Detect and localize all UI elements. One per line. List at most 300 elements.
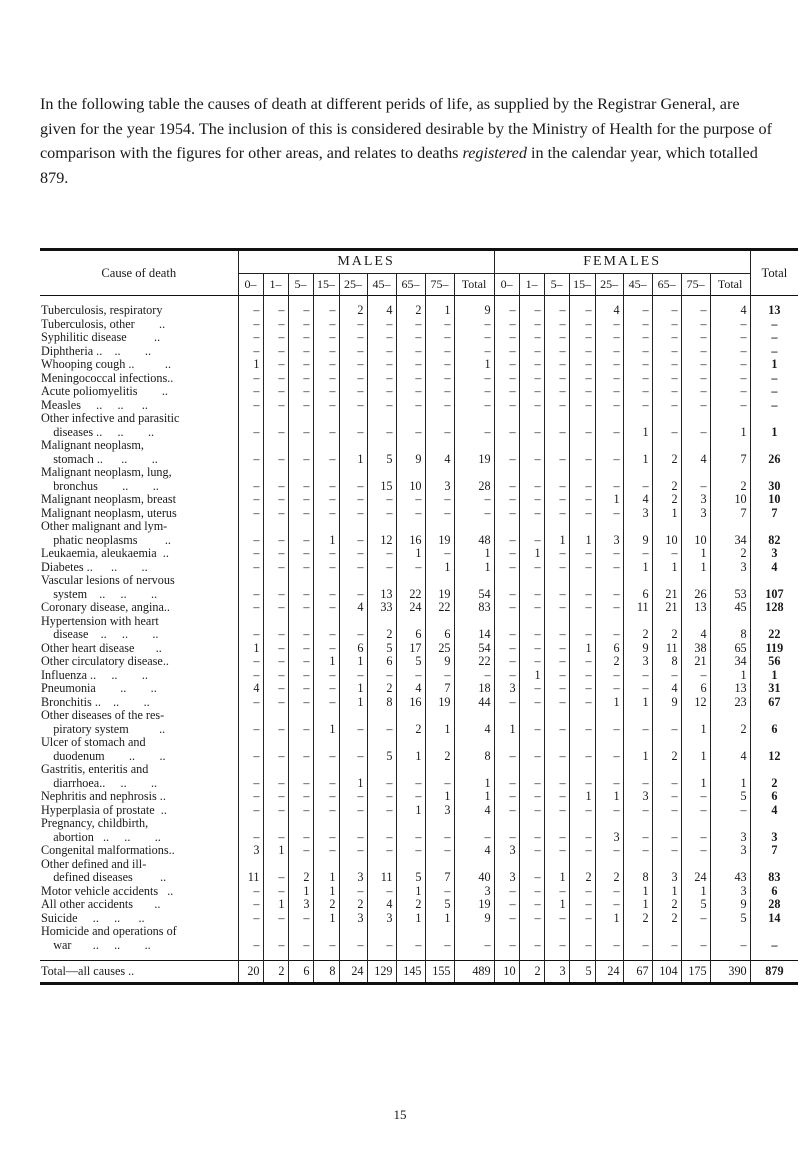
males-value: 28	[454, 480, 494, 494]
cause-label: system .. .. ..	[41, 587, 158, 601]
females-value: –	[595, 723, 623, 737]
females-value	[544, 520, 569, 534]
females-value: –	[681, 372, 710, 386]
males-value	[263, 925, 288, 939]
females-value	[681, 763, 710, 777]
males-total-value: 2	[263, 961, 288, 984]
males-value: –	[396, 831, 425, 845]
females-value: 4	[681, 453, 710, 467]
males-value: 1	[425, 561, 454, 575]
row-total	[750, 574, 798, 588]
males-value: –	[313, 561, 339, 575]
males-value: –	[313, 453, 339, 467]
females-value: –	[494, 453, 519, 467]
males-value	[339, 439, 367, 453]
females-value: 1	[569, 790, 595, 804]
row-total: –	[750, 385, 798, 399]
females-value: –	[494, 507, 519, 521]
males-value: 54	[454, 642, 494, 656]
males-value	[425, 709, 454, 723]
table-row	[40, 534, 798, 548]
females-value: –	[652, 426, 681, 440]
females-total-value: 3	[544, 961, 569, 984]
females-value	[494, 574, 519, 588]
females-value: –	[623, 547, 652, 561]
females-value: 2	[710, 480, 750, 494]
table-row	[40, 696, 798, 710]
males-value: 1	[313, 723, 339, 737]
males-value: –	[425, 399, 454, 413]
females-value: –	[710, 804, 750, 818]
row-total: 3	[750, 831, 798, 845]
females-value: 1	[595, 790, 623, 804]
males-value: 24	[396, 601, 425, 615]
females-value: –	[681, 790, 710, 804]
females-value	[681, 439, 710, 453]
cause-label: disease .. .. ..	[41, 628, 159, 641]
females-value: 23	[710, 696, 750, 710]
males-value: –	[367, 318, 396, 332]
males-value: –	[454, 831, 494, 845]
females-value	[623, 736, 652, 750]
table-row	[40, 520, 798, 534]
table-row	[40, 898, 798, 912]
table-row	[40, 345, 798, 359]
females-value: 1	[623, 453, 652, 467]
males-value: –	[396, 331, 425, 345]
row-total: 13	[750, 304, 798, 318]
males-value	[454, 763, 494, 777]
females-value	[519, 574, 544, 588]
cause-label: Bronchitis .. .. ..	[41, 695, 150, 709]
females-value	[652, 439, 681, 453]
females-value	[544, 763, 569, 777]
table-row	[40, 493, 798, 507]
females-value: –	[519, 655, 544, 669]
males-value: –	[263, 912, 288, 926]
row-total: 28	[750, 898, 798, 912]
males-value: –	[288, 777, 313, 791]
males-total-value: 489	[454, 961, 494, 984]
row-total: 82	[750, 534, 798, 548]
cause-label: Gastritis, enteritis and	[41, 763, 149, 776]
males-value: 11	[238, 871, 263, 885]
males-value: –	[454, 939, 494, 953]
row-total: 7	[750, 844, 798, 858]
cause-label: Pneumonia .. ..	[41, 682, 157, 695]
males-value: 6	[425, 628, 454, 642]
males-value: –	[339, 750, 367, 764]
males-value: –	[288, 493, 313, 507]
females-value: –	[569, 682, 595, 696]
females-value	[652, 574, 681, 588]
males-value: –	[238, 385, 263, 399]
cause-label: Other infective and parasitic	[41, 412, 180, 425]
males-value: 7	[425, 682, 454, 696]
males-value: –	[425, 345, 454, 359]
males-value	[313, 817, 339, 831]
males-value: –	[238, 939, 263, 953]
cause-label: Hyperplasia of prostate ..	[41, 803, 167, 817]
males-value: –	[313, 790, 339, 804]
females-value: –	[652, 804, 681, 818]
females-value: –	[494, 358, 519, 372]
females-value: –	[569, 561, 595, 575]
females-value: –	[569, 723, 595, 737]
females-value: –	[681, 844, 710, 858]
females-age-header: 45–	[623, 274, 652, 296]
females-value: –	[519, 561, 544, 575]
males-age-header: 1–	[263, 274, 288, 296]
females-value: 13	[681, 601, 710, 615]
females-value: –	[623, 669, 652, 683]
males-value: –	[339, 723, 367, 737]
males-value: 25	[425, 642, 454, 656]
males-value: –	[288, 642, 313, 656]
row-total	[750, 439, 798, 453]
females-value	[623, 817, 652, 831]
males-value	[238, 763, 263, 777]
females-value: 3	[595, 831, 623, 845]
cause-label: duodenum .. ..	[41, 749, 166, 763]
males-value: 3	[288, 898, 313, 912]
males-value	[396, 817, 425, 831]
cause-label: Other heart disease ..	[41, 641, 162, 655]
females-value: 1	[623, 885, 652, 899]
table-row	[40, 709, 798, 723]
females-value: –	[519, 885, 544, 899]
males-value: –	[263, 453, 288, 467]
females-value: 34	[710, 655, 750, 669]
cause-label: Malignant neoplasm, uterus	[41, 506, 177, 520]
females-total-value: 24	[595, 961, 623, 984]
males-value: 1	[396, 547, 425, 561]
females-value: –	[710, 318, 750, 332]
females-value	[652, 925, 681, 939]
females-age-header: 25–	[595, 274, 623, 296]
row-total: –	[750, 372, 798, 386]
males-value	[313, 615, 339, 629]
females-value: –	[544, 588, 569, 602]
females-value	[652, 736, 681, 750]
males-value: –	[238, 669, 263, 683]
females-value	[681, 817, 710, 831]
males-value: –	[288, 831, 313, 845]
males-value: –	[263, 790, 288, 804]
females-value: –	[544, 372, 569, 386]
females-value: –	[544, 601, 569, 615]
table-row	[40, 601, 798, 615]
males-value: –	[288, 669, 313, 683]
males-value: –	[288, 561, 313, 575]
females-value: –	[494, 804, 519, 818]
row-total: 26	[750, 453, 798, 467]
males-value: 2	[339, 898, 367, 912]
females-value: –	[652, 318, 681, 332]
females-value: 2	[652, 898, 681, 912]
females-value: 3	[710, 844, 750, 858]
females-value	[652, 858, 681, 872]
females-value	[710, 615, 750, 629]
males-value: –	[339, 358, 367, 372]
females-value: –	[652, 345, 681, 359]
females-value: –	[519, 318, 544, 332]
males-value: –	[313, 372, 339, 386]
males-value: 16	[396, 696, 425, 710]
females-value: –	[595, 601, 623, 615]
males-value: 1	[313, 534, 339, 548]
females-value	[494, 439, 519, 453]
females-value	[623, 615, 652, 629]
males-value: –	[367, 331, 396, 345]
females-value: –	[595, 507, 623, 521]
row-total	[750, 858, 798, 872]
males-value: –	[238, 696, 263, 710]
males-value: –	[339, 385, 367, 399]
males-value: –	[367, 426, 396, 440]
females-value: –	[569, 547, 595, 561]
females-value: 1	[681, 750, 710, 764]
males-value: –	[238, 790, 263, 804]
females-value	[681, 574, 710, 588]
males-value	[313, 574, 339, 588]
females-value: –	[569, 331, 595, 345]
males-value	[263, 763, 288, 777]
cause-label: Hypertension with heart	[41, 614, 159, 628]
males-value: –	[263, 358, 288, 372]
females-value: –	[544, 304, 569, 318]
females-value	[494, 817, 519, 831]
males-value: 1	[238, 358, 263, 372]
males-value: 1	[454, 547, 494, 561]
females-value: 6	[623, 588, 652, 602]
cause-label: Other circulatory disease..	[41, 655, 169, 668]
females-value	[652, 412, 681, 426]
females-value: –	[494, 318, 519, 332]
females-value: –	[519, 939, 544, 953]
females-value: 1	[544, 871, 569, 885]
females-value: –	[519, 696, 544, 710]
males-value	[313, 709, 339, 723]
females-value	[494, 858, 519, 872]
cause-label: abortion .. .. ..	[41, 830, 161, 844]
females-value: 3	[710, 831, 750, 845]
males-value: –	[425, 385, 454, 399]
females-value: 3	[652, 871, 681, 885]
females-value: 1	[623, 426, 652, 440]
males-value: 2	[425, 750, 454, 764]
females-age-header: 75–	[681, 274, 710, 296]
males-value	[396, 858, 425, 872]
males-value	[288, 817, 313, 831]
males-value: –	[288, 601, 313, 615]
males-value: –	[454, 426, 494, 440]
females-value: –	[519, 628, 544, 642]
females-value: –	[494, 831, 519, 845]
females-value: 2	[652, 453, 681, 467]
table-row	[40, 777, 798, 791]
females-value: –	[569, 669, 595, 683]
row-total: 83	[750, 871, 798, 885]
females-total-value: 390	[710, 961, 750, 984]
males-value: –	[313, 696, 339, 710]
males-value	[288, 466, 313, 480]
table-row	[40, 466, 798, 480]
females-value: –	[569, 696, 595, 710]
females-value: –	[681, 480, 710, 494]
females-value: –	[569, 318, 595, 332]
females-value	[519, 520, 544, 534]
females-value	[595, 817, 623, 831]
females-value: 1	[652, 561, 681, 575]
females-value: –	[681, 385, 710, 399]
females-value: 1	[623, 561, 652, 575]
females-value: –	[544, 399, 569, 413]
males-value: –	[454, 318, 494, 332]
males-value: 33	[367, 601, 396, 615]
females-value: –	[544, 655, 569, 669]
males-value: –	[339, 628, 367, 642]
females-value: 12	[681, 696, 710, 710]
males-value: –	[238, 750, 263, 764]
females-value: –	[681, 426, 710, 440]
row-total: 4	[750, 561, 798, 575]
males-value: –	[238, 426, 263, 440]
table-row	[40, 682, 798, 696]
row-total	[750, 709, 798, 723]
females-value: 4	[681, 628, 710, 642]
females-value: 11	[652, 642, 681, 656]
females-value: –	[569, 898, 595, 912]
cause-label: bronchus .. ..	[41, 479, 159, 493]
males-value	[263, 574, 288, 588]
row-total: 22	[750, 628, 798, 642]
males-value: –	[425, 331, 454, 345]
males-value: 1	[313, 885, 339, 899]
females-value: –	[519, 385, 544, 399]
table-row	[40, 507, 798, 521]
table-row	[40, 763, 798, 777]
males-value: –	[313, 669, 339, 683]
males-value	[367, 858, 396, 872]
males-value	[425, 858, 454, 872]
females-value: –	[519, 723, 544, 737]
females-value: 2	[569, 871, 595, 885]
males-value: –	[313, 385, 339, 399]
row-total: 1	[750, 426, 798, 440]
males-value: –	[339, 547, 367, 561]
females-value	[652, 520, 681, 534]
males-value: –	[238, 507, 263, 521]
females-value: –	[652, 939, 681, 953]
males-value: –	[238, 372, 263, 386]
males-value	[288, 858, 313, 872]
males-value	[396, 925, 425, 939]
males-value: –	[339, 561, 367, 575]
females-value: –	[569, 493, 595, 507]
females-value: –	[519, 507, 544, 521]
males-value	[396, 574, 425, 588]
males-value: 2	[396, 898, 425, 912]
females-value: 3	[710, 885, 750, 899]
males-value	[425, 412, 454, 426]
females-value: –	[652, 777, 681, 791]
females-value: –	[623, 844, 652, 858]
females-value	[623, 520, 652, 534]
males-value: 2	[396, 723, 425, 737]
females-value: –	[569, 655, 595, 669]
table-row	[40, 655, 798, 669]
males-age-header: 15–	[313, 274, 339, 296]
males-value: –	[238, 804, 263, 818]
females-value: –	[544, 939, 569, 953]
females-value: –	[569, 372, 595, 386]
table-row	[40, 615, 798, 629]
females-value: 1	[519, 669, 544, 683]
table-row	[40, 426, 798, 440]
cause-label: Other malignant and lym-	[41, 520, 168, 533]
males-value: –	[288, 790, 313, 804]
females-value: 43	[710, 871, 750, 885]
row-total: 6	[750, 723, 798, 737]
females-value: –	[544, 885, 569, 899]
females-value: 10	[710, 493, 750, 507]
females-value: –	[519, 790, 544, 804]
females-value: –	[710, 399, 750, 413]
females-value	[595, 763, 623, 777]
females-value: 2	[595, 655, 623, 669]
females-value	[623, 439, 652, 453]
females-value	[710, 520, 750, 534]
males-value	[454, 615, 494, 629]
males-value: 3	[425, 480, 454, 494]
females-value: –	[623, 331, 652, 345]
females-value: 2	[623, 912, 652, 926]
table-row	[40, 939, 798, 953]
males-value: –	[288, 372, 313, 386]
females-value: 1	[681, 885, 710, 899]
males-value: 5	[396, 655, 425, 669]
row-total: –	[750, 318, 798, 332]
cause-label: Tuberculosis, respiratory	[41, 304, 163, 317]
females-value: 10	[652, 534, 681, 548]
cause-label: Pregnancy, childbirth,	[41, 817, 149, 830]
males-value: –	[238, 304, 263, 318]
males-value: –	[367, 358, 396, 372]
table-row	[40, 790, 798, 804]
row-total: 3	[750, 547, 798, 561]
females-value: –	[519, 480, 544, 494]
males-value: 10	[396, 480, 425, 494]
females-value: 2	[595, 871, 623, 885]
females-value: –	[595, 372, 623, 386]
females-value: –	[681, 318, 710, 332]
females-value: –	[569, 750, 595, 764]
males-value: 1	[263, 844, 288, 858]
females-value: –	[519, 831, 544, 845]
males-value: –	[263, 871, 288, 885]
males-value: 17	[396, 642, 425, 656]
males-value: –	[367, 939, 396, 953]
males-value	[288, 439, 313, 453]
females-value: –	[569, 804, 595, 818]
males-value: 1	[339, 655, 367, 669]
males-value	[367, 574, 396, 588]
males-value	[454, 439, 494, 453]
females-value: –	[710, 372, 750, 386]
females-value	[652, 466, 681, 480]
males-value: 83	[454, 601, 494, 615]
